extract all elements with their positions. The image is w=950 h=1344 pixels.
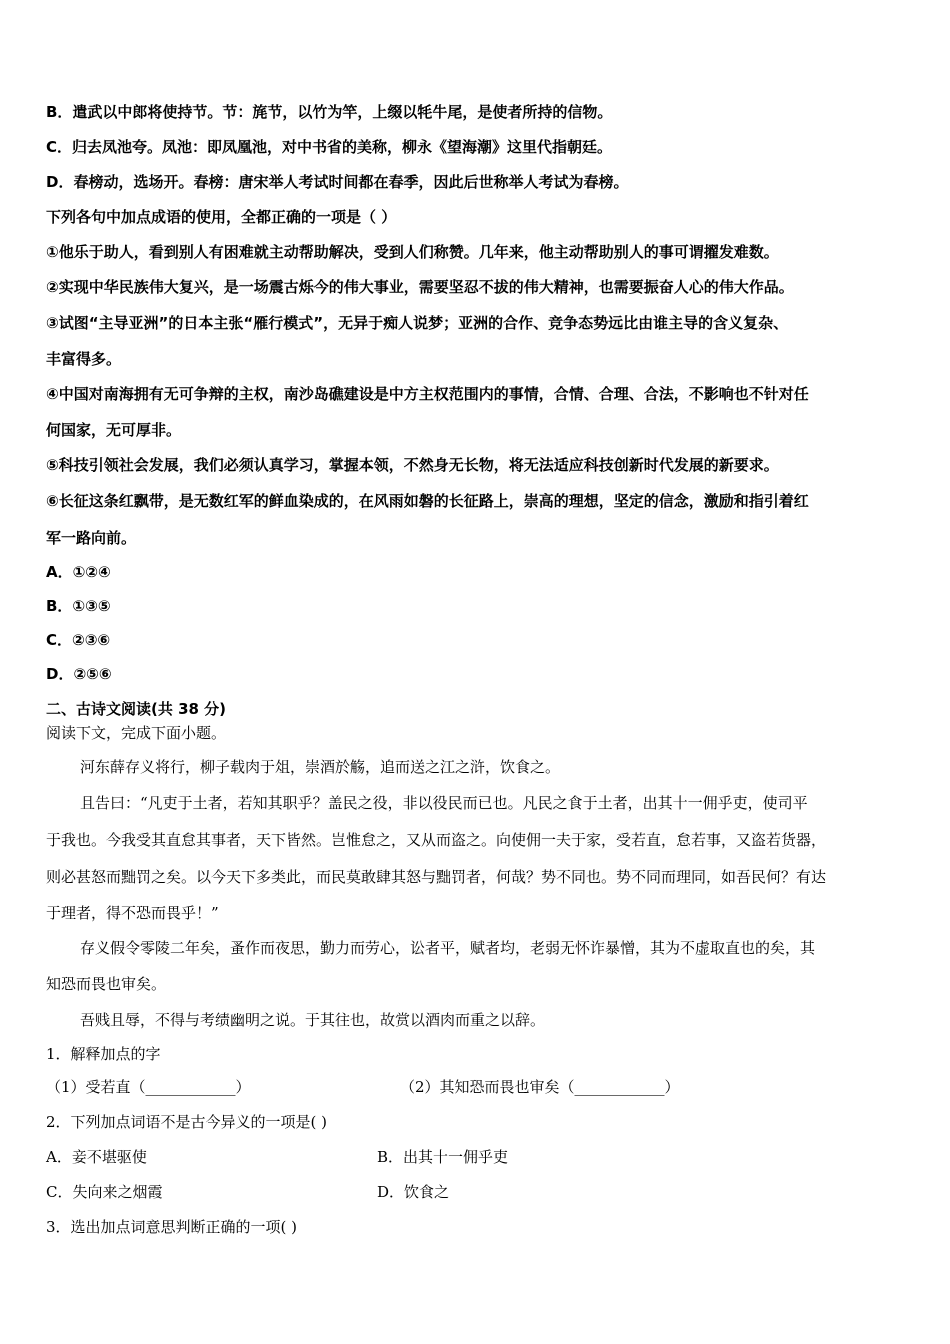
prev-option-b: B．遣武以中郎将使持节。节：旄节，以竹为竿，上缀以牦牛尾，是使者所持的信物。 [46,103,613,121]
reading-intro: 阅读下文，完成下面小题。 [46,724,227,742]
idiom-option-a: A．①②④ [46,563,111,581]
idiom-option-b: B．①③⑤ [46,597,111,615]
question-2-option-d: D．饮食之 [377,1183,450,1201]
passage-para-3a: 存义假令零陵二年矣，蚤作而夜思，勤力而劳心，讼者平，赋者均，老弱无怀诈暴憎，其为不虚取直也的矣，其 [80,939,816,957]
question-3: 3．选出加点词意思判断正确的一项( ) [46,1218,298,1236]
question-1: 1．解释加点的字 [46,1045,161,1063]
idiom-sentence-3b: 丰富得多。 [46,350,122,368]
idiom-sentence-3a: ③试图“主导亚洲”的日本主张“雁行模式”，无异于痴人说梦；亚洲的合作、竞争态势远比由谁主导的含义复杂、 [46,314,789,332]
idiom-option-c: C．②③⑥ [46,631,111,649]
idiom-sentence-4a: ④中国对南海拥有无可争辩的主权，南沙岛礁建设是中方主权范围内的事情，合情、合理、合法，不影响也不针对任 [46,385,809,403]
passage-para-3b: 知恐而畏也审矣。 [46,975,167,993]
question-2-option-a: A．妾不堪驱使 [46,1148,147,1166]
passage-para-2b: 于我也。今我受其直怠其事者，天下皆然。岂惟怠之，又从而盗之。向使佣一夫于家，受若直，怠若事，又盗若货器， [46,831,827,849]
idiom-sentence-4b: 何国家，无可厚非。 [46,421,182,439]
question-1-item-2: （2）其知恐而畏也审矣（____________） [400,1078,680,1096]
question-1-item-1: （1）受若直（____________） [46,1078,251,1096]
question-2-option-c: C．失向来之烟霞 [46,1183,163,1201]
passage-para-2c: 则必甚怒而黜罚之矣。以今天下多类此，而民莫敢肆其怒与黜罚者，何哉？势不同也。势不同而理同，如吾民何？有达 [46,868,827,886]
idiom-option-d: D．②⑤⑥ [46,665,112,683]
question-2: 2．下列加点词语不是古今异义的一项是( ) [46,1113,328,1131]
passage-para-2d: 于理者，得不恐而畏乎！” [46,904,219,922]
passage-para-1: 河东薛存义将行，柳子载肉于俎，崇酒於觞，追而送之江之浒，饮食之。 [80,758,561,776]
idiom-sentence-6b: 军一路向前。 [46,529,137,547]
section-title: 二、古诗文阅读(共 38 分) [46,700,227,718]
passage-para-2a: 且告曰：“凡吏于土者，若知其职乎？盖民之役，非以役民而已也。凡民之食于土者，出其十一佣乎吏，使司平 [80,794,808,812]
prev-option-c: C．归去凤池夸。凤池：即凤凰池，对中书省的美称，柳永《望海潮》这里代指朝廷。 [46,138,613,156]
question-2-option-b: B．出其十一佣乎吏 [377,1148,509,1166]
idiom-question-stem: 下列各句中加点成语的使用，全都正确的一项是（ ） [46,208,397,226]
passage-para-4: 吾贱且辱，不得与考绩幽明之说。于其往也，故赏以酒肉而重之以辞。 [80,1011,546,1029]
prev-option-d: D．春榜动，选场开。春榜：唐宋举人考试时间都在春季，因此后世称举人考试为春榜。 [46,173,629,191]
idiom-sentence-2: ②实现中华民族伟大复兴，是一场震古烁今的伟大事业，需要坚忍不拔的伟大精神，也需要振奋人心的伟大作品。 [46,278,794,296]
idiom-sentence-5: ⑤科技引领社会发展，我们必须认真学习，掌握本领，不然身无长物，将无法适应科技创新时代发展的新要求。 [46,456,779,474]
idiom-sentence-6a: ⑥长征这条红飘带，是无数红军的鲜血染成的，在风雨如磐的长征路上，崇高的理想，坚定的信念，激励和指引着红 [46,492,809,510]
idiom-sentence-1: ①他乐于助人，看到别人有困难就主动帮助解决，受到人们称赞。几年来，他主动帮助别人的事可谓擢发难数。 [46,243,779,261]
